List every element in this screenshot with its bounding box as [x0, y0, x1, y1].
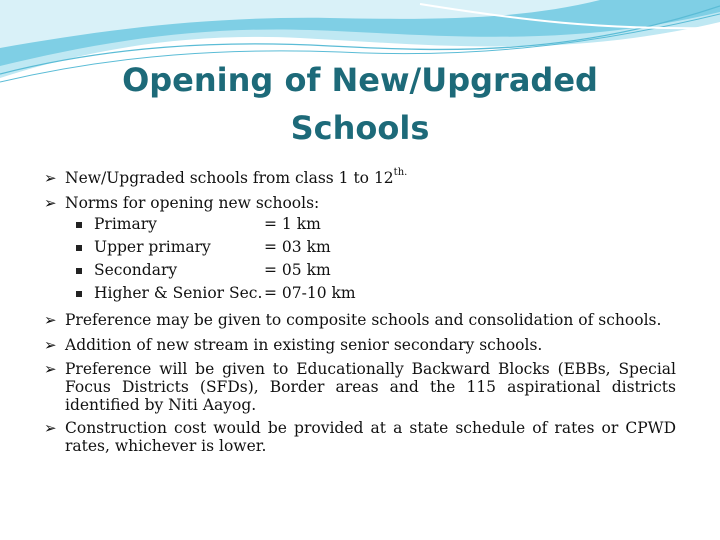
bullet-new-stream [44, 335, 676, 355]
bullet-list [44, 168, 676, 455]
norm-value: = 1 km [264, 215, 321, 233]
bullet-construction-cost [44, 419, 676, 455]
title-line-2: Schools [290, 109, 430, 147]
bullet-class-range [44, 168, 676, 188]
title-line-1: Opening of New/Upgraded [122, 61, 598, 99]
square-bullet-icon [76, 291, 82, 297]
arrow-bullet-icon: ➢ [44, 194, 57, 212]
bullet-composite-schools [44, 310, 676, 330]
arrow-bullet-icon: ➢ [44, 419, 57, 437]
norm-value: = 03 km [264, 238, 331, 256]
bullet-text: Addition of new stream in existing senior secondary schools. [65, 336, 543, 354]
norm-label: Primary [94, 215, 157, 233]
norm-label: Secondary [94, 261, 178, 279]
arrow-bullet-icon: ➢ [44, 311, 57, 329]
norm-row-higher-senior [44, 282, 676, 305]
bullet-norms [44, 193, 676, 213]
norm-row-upper-primary [44, 236, 676, 259]
arrow-bullet-icon: ➢ [44, 169, 57, 187]
square-bullet-icon [76, 245, 82, 251]
norm-label: Higher & Senior Sec. [94, 284, 263, 302]
bullet-text: Preference will be given to Educationally Backward Blocks (EBBs, Special Focus Districts (SFDs), Border areas and the 115 aspirational districts identified by Niti Aayog. [65, 360, 676, 414]
bullet-preference-ebbs [44, 360, 676, 414]
slide-title [0, 56, 720, 152]
arrow-bullet-icon: ➢ [44, 360, 57, 378]
square-bullet-icon [76, 222, 82, 228]
norm-value: = 05 km [264, 261, 331, 279]
norm-row-secondary [44, 259, 676, 282]
bullet-text: New/Upgraded schools from class 1 to 12 [65, 169, 394, 187]
arrow-bullet-icon: ➢ [44, 336, 57, 354]
norm-row-primary [44, 213, 676, 236]
bullet-text: Preference may be given to composite schools and consolidation of schools. [65, 311, 662, 329]
square-bullet-icon [76, 268, 82, 274]
bullet-text: Norms for opening new schools: [65, 194, 320, 212]
norm-label: Upper primary [94, 238, 211, 256]
bullet-text: Construction cost would be provided at a state schedule of rates or CPWD rates, whichever is lower. [65, 419, 676, 455]
norm-value: = 07-10 km [264, 284, 356, 302]
superscript: th. [393, 167, 408, 178]
